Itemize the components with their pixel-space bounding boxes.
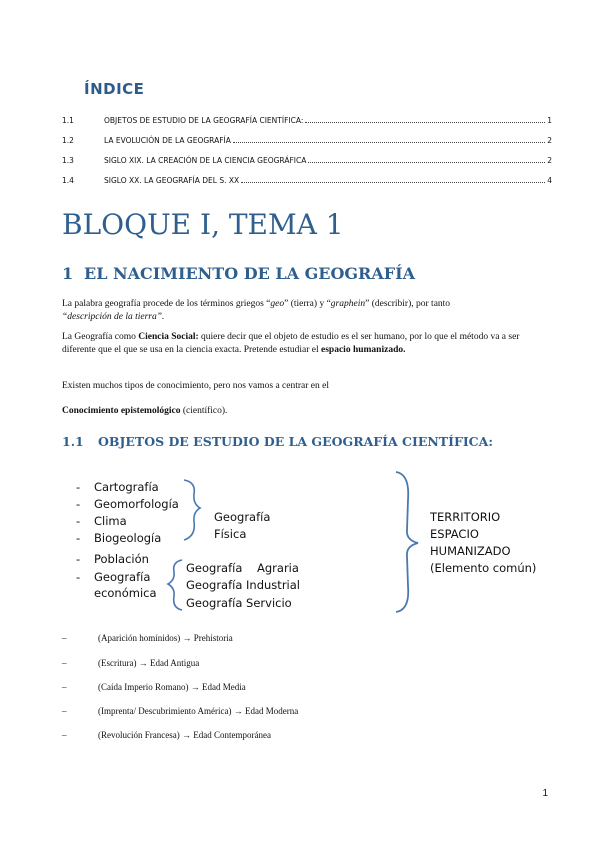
toc-entry-text: LA EVOLUCIÓN DE LA GEOGRAFÍA <box>104 136 231 145</box>
toc-title: ÍNDICE <box>84 80 145 98</box>
diagram-result-label: TERRITORIO <box>430 510 501 524</box>
paragraph-text: ” (tierra) y “ <box>284 299 331 309</box>
paragraph-text: (científico). <box>180 406 228 416</box>
page-title: BLOQUE I, TEMA 1 <box>62 208 344 241</box>
term-graphein: graphein <box>330 299 366 309</box>
diagram-result-label: ESPACIO <box>430 527 479 541</box>
toc-entry-number: 1.3 <box>62 156 74 165</box>
diagram-subitem: Geografía Agraria <box>186 561 299 575</box>
diagram-item: Cartografía <box>94 480 159 494</box>
brace-economic <box>168 560 182 610</box>
dash-bullet: – <box>62 682 67 692</box>
dash-bullet: – <box>62 730 67 740</box>
diagram-item: Biogeología <box>94 531 162 545</box>
dash-bullet: – <box>62 633 67 643</box>
diagram-result-label: (Elemento común) <box>430 561 537 575</box>
toc-entry-page: 1 <box>547 116 552 125</box>
bold-term: Conocimiento epistemológico <box>62 406 181 416</box>
page-number: 1 <box>542 788 548 799</box>
list-item <box>62 730 271 740</box>
list-item <box>62 633 233 643</box>
diagram-item: Población <box>94 552 149 566</box>
definition-quote: “descripción de la tierra”. <box>62 312 165 322</box>
term-geo: geo <box>270 299 285 309</box>
bold-term: Ciencia Social: <box>138 332 199 342</box>
toc-entry-text: OBJETOS DE ESTUDIO DE LA GEOGRAFÍA CIENTÍFICA: <box>104 116 304 125</box>
arrow-right-icon: → <box>190 682 200 692</box>
toc-entry-text: SIGLO XX. LA GEOGRAFÍA DEL S. XX <box>104 176 240 185</box>
diagram-item: económica <box>94 586 157 600</box>
toc-entry-page: 2 <box>547 156 552 165</box>
subsection-number: 1.1 <box>62 434 84 449</box>
toc-entry-number: 1.2 <box>62 136 74 145</box>
diagram-result-label: HUMANIZADO <box>430 544 511 558</box>
section-title: EL NACIMIENTO DE LA GEOGRAFÍA <box>84 264 416 283</box>
diagram-group-label: Geografía <box>214 510 271 524</box>
paragraph-knowledge: Existen muchos tipos de conocimiento, pero nos vamos a centrar en el <box>62 381 329 391</box>
diagram-subitem: Geografía Servicio <box>186 596 292 610</box>
dash-bullet: - <box>76 531 81 545</box>
dash-bullet: - <box>76 480 81 494</box>
dash-bullet: – <box>62 658 67 668</box>
paragraph-text: La Geografía como <box>62 332 139 342</box>
history-event: (Aparición homínidos) <box>98 633 181 643</box>
toc-entry-page: 2 <box>547 136 552 145</box>
arrow-right-icon: → <box>233 706 243 716</box>
paragraph-text: ” (describir), por tanto <box>365 299 451 309</box>
history-event: (Caída Imperio Romano) <box>98 682 189 692</box>
diagram-item: Clima <box>94 514 127 528</box>
arrow-right-icon: → <box>181 730 191 740</box>
toc-entry-page: 4 <box>547 176 552 185</box>
brace-physical <box>184 480 200 540</box>
history-period: Prehistoria <box>193 633 233 643</box>
history-event: (Escritura) <box>98 658 137 668</box>
dash-bullet: - <box>76 570 81 584</box>
list-item <box>62 706 298 716</box>
paragraph-text: La palabra geografía procede de los términos griegos “ <box>62 299 271 309</box>
history-period: Edad Moderna <box>244 706 299 716</box>
dash-bullet: - <box>76 497 81 511</box>
diagram-subitem: Geografía Industrial <box>186 578 300 592</box>
toc-entry-text: SIGLO XIX. LA CREACIÓN DE LA CIENCIA GEOGRÁFICA <box>104 156 307 165</box>
dash-bullet: - <box>76 552 81 566</box>
history-event: (Revolución Francesa) <box>98 730 180 740</box>
arrow-right-icon: → <box>138 658 148 668</box>
history-period: Edad Contemporánea <box>193 730 271 740</box>
arrow-right-icon: → <box>182 633 192 643</box>
dash-bullet: – <box>62 706 67 716</box>
brace-main <box>396 472 418 612</box>
toc-entry-number: 1.1 <box>62 116 74 125</box>
dash-bullet: - <box>76 514 81 528</box>
subsection-title: OBJETOS DE ESTUDIO DE LA GEOGRAFÍA CIENTÍFICA: <box>98 434 493 449</box>
toc-entry-number: 1.4 <box>62 176 74 185</box>
list-item <box>62 658 199 668</box>
diagram-item: Geomorfología <box>94 497 179 511</box>
section-number: 1 <box>62 264 74 283</box>
history-period: Edad Antigua <box>149 658 200 668</box>
paragraph-text: quiere decir que el objeto de estudio es el ser humano, por lo que el método va a ser diferente que el que se usa en la ciencia exacta. Pretende estudiar el <box>62 332 520 355</box>
list-item <box>62 682 246 692</box>
diagram-group-label: Física <box>214 527 247 541</box>
bold-term: espacio humanizado. <box>321 345 406 355</box>
history-event: (Imprenta/ Descubrimiento América) <box>98 706 232 716</box>
history-period: Edad Media <box>201 682 246 692</box>
diagram-item: Geografía <box>94 570 151 584</box>
